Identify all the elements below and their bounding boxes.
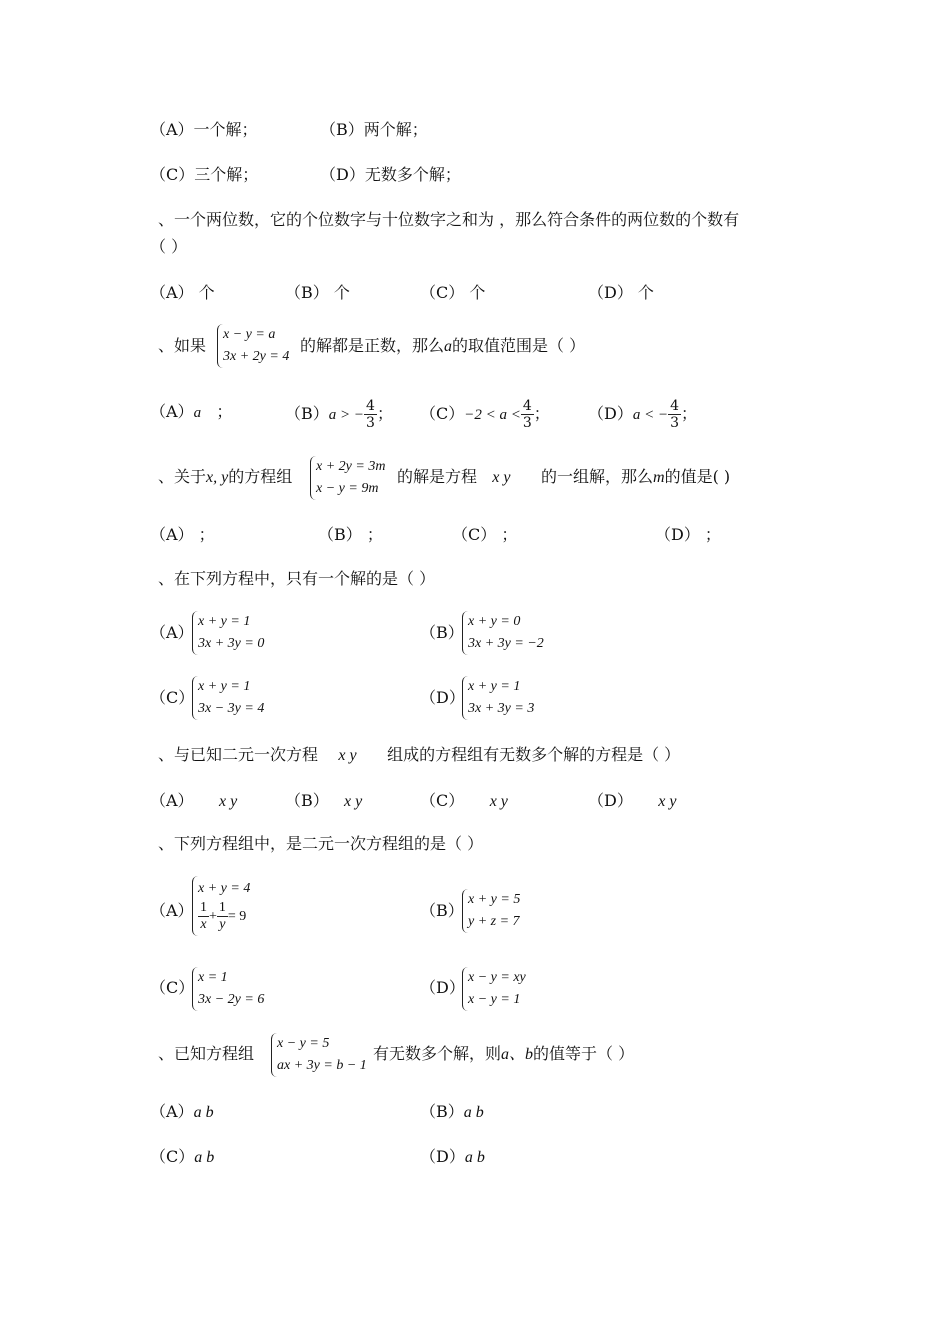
- question-stem-cont: 的解是方程 x y 的一组解，那么m的值是( ): [397, 467, 731, 486]
- option-d: （D） x y: [588, 791, 677, 810]
- option-a: （A）a ；: [150, 402, 233, 421]
- question-stem: 、一个两位数，它的个位数字与十位数字之和为 ，那么符合条件的两位数的个数有: [158, 210, 740, 229]
- option-c: （C） 个: [420, 283, 486, 302]
- option-a: （A）一个解；: [150, 120, 258, 139]
- option-b: （B）a > − $\frac{4}{3}$ ；: [285, 398, 393, 431]
- option-b-label: （B）: [420, 901, 464, 920]
- option-c-system: x = 1 3x − 2y = 6: [192, 967, 264, 1011]
- equation-system: x − y = 5 ax + 3y = b − 1: [271, 1033, 367, 1077]
- equation-system: x + 2y = 3m x − y = 9m: [310, 456, 385, 500]
- option-d-label: （D）: [420, 688, 465, 707]
- option-d: （D） ；: [655, 525, 721, 544]
- option-b-system: x + y = 5 y + z = 7: [462, 889, 520, 933]
- option-a: （A） ；: [150, 525, 215, 544]
- option-c: （C）a b: [150, 1147, 215, 1166]
- option-a-label: （A）: [150, 901, 194, 920]
- option-c-label: （C）: [150, 688, 195, 707]
- option-b-label: （B）: [420, 623, 464, 642]
- option-d: （D） 个: [588, 283, 654, 302]
- option-a-system: x + y = 1 3x + 3y = 0: [192, 611, 264, 655]
- equation-system: x − y = a 3x + 2y = 4: [217, 324, 289, 368]
- option-d: （D）无数多个解；: [320, 165, 461, 184]
- option-d-system: x + y = 1 3x + 3y = 3: [462, 676, 534, 720]
- question-stem: 、在下列方程中，只有一个解的是（ ）: [158, 569, 436, 588]
- question-stem: 、关于x, y的方程组: [158, 467, 293, 486]
- option-b: （B） x y: [285, 791, 363, 810]
- option-c: （C）三个解；: [150, 165, 259, 184]
- answer-blank: （ ）: [150, 237, 188, 256]
- question-stem: 、与已知二元一次方程 x y 组成的方程组有无数多个解的方程是（ ）: [158, 745, 681, 764]
- option-a: （A）a b: [150, 1102, 214, 1121]
- question-stem: 、下列方程组中，是二元一次方程组的是（ ）: [158, 834, 484, 853]
- option-a-system: x + y = 4 $\frac{1}{x}$ + $\frac{1}{y}$ = 9: [192, 876, 250, 936]
- option-d: （D）a < − $\frac{4}{3}$ ；: [588, 398, 698, 431]
- option-a: （A） 个: [150, 283, 215, 302]
- option-d-system: x − y = xy x − y = 1: [462, 967, 526, 1011]
- option-c: （C） x y: [420, 791, 508, 810]
- option-a-label: （A）: [150, 623, 194, 642]
- option-b: （B） 个: [285, 283, 350, 302]
- question-stem: 、已知方程组: [158, 1044, 255, 1063]
- option-d: （D）a b: [420, 1147, 485, 1166]
- question-stem: 、如果: [158, 336, 207, 355]
- option-c-label: （C）: [150, 978, 195, 997]
- option-c: （C）−2 < a < $\frac{4}{3}$ ；: [420, 398, 550, 431]
- option-b-system: x + y = 0 3x + 3y = −2: [462, 611, 544, 655]
- question-stem-cont: 有无数多个解，则a、b的值等于（ ）: [373, 1044, 635, 1063]
- option-d-label: （D）: [420, 978, 465, 997]
- option-c: （C） ；: [452, 525, 518, 544]
- option-c-system: x + y = 1 3x − 3y = 4: [192, 676, 264, 720]
- question-stem-cont: 的解都是正数，那么a的取值范围是（ ）: [300, 336, 586, 355]
- option-b: （B） ；: [318, 525, 383, 544]
- option-b: （B）a b: [420, 1102, 484, 1121]
- option-a: （A） x y: [150, 791, 238, 810]
- option-b: （B）两个解；: [320, 120, 428, 139]
